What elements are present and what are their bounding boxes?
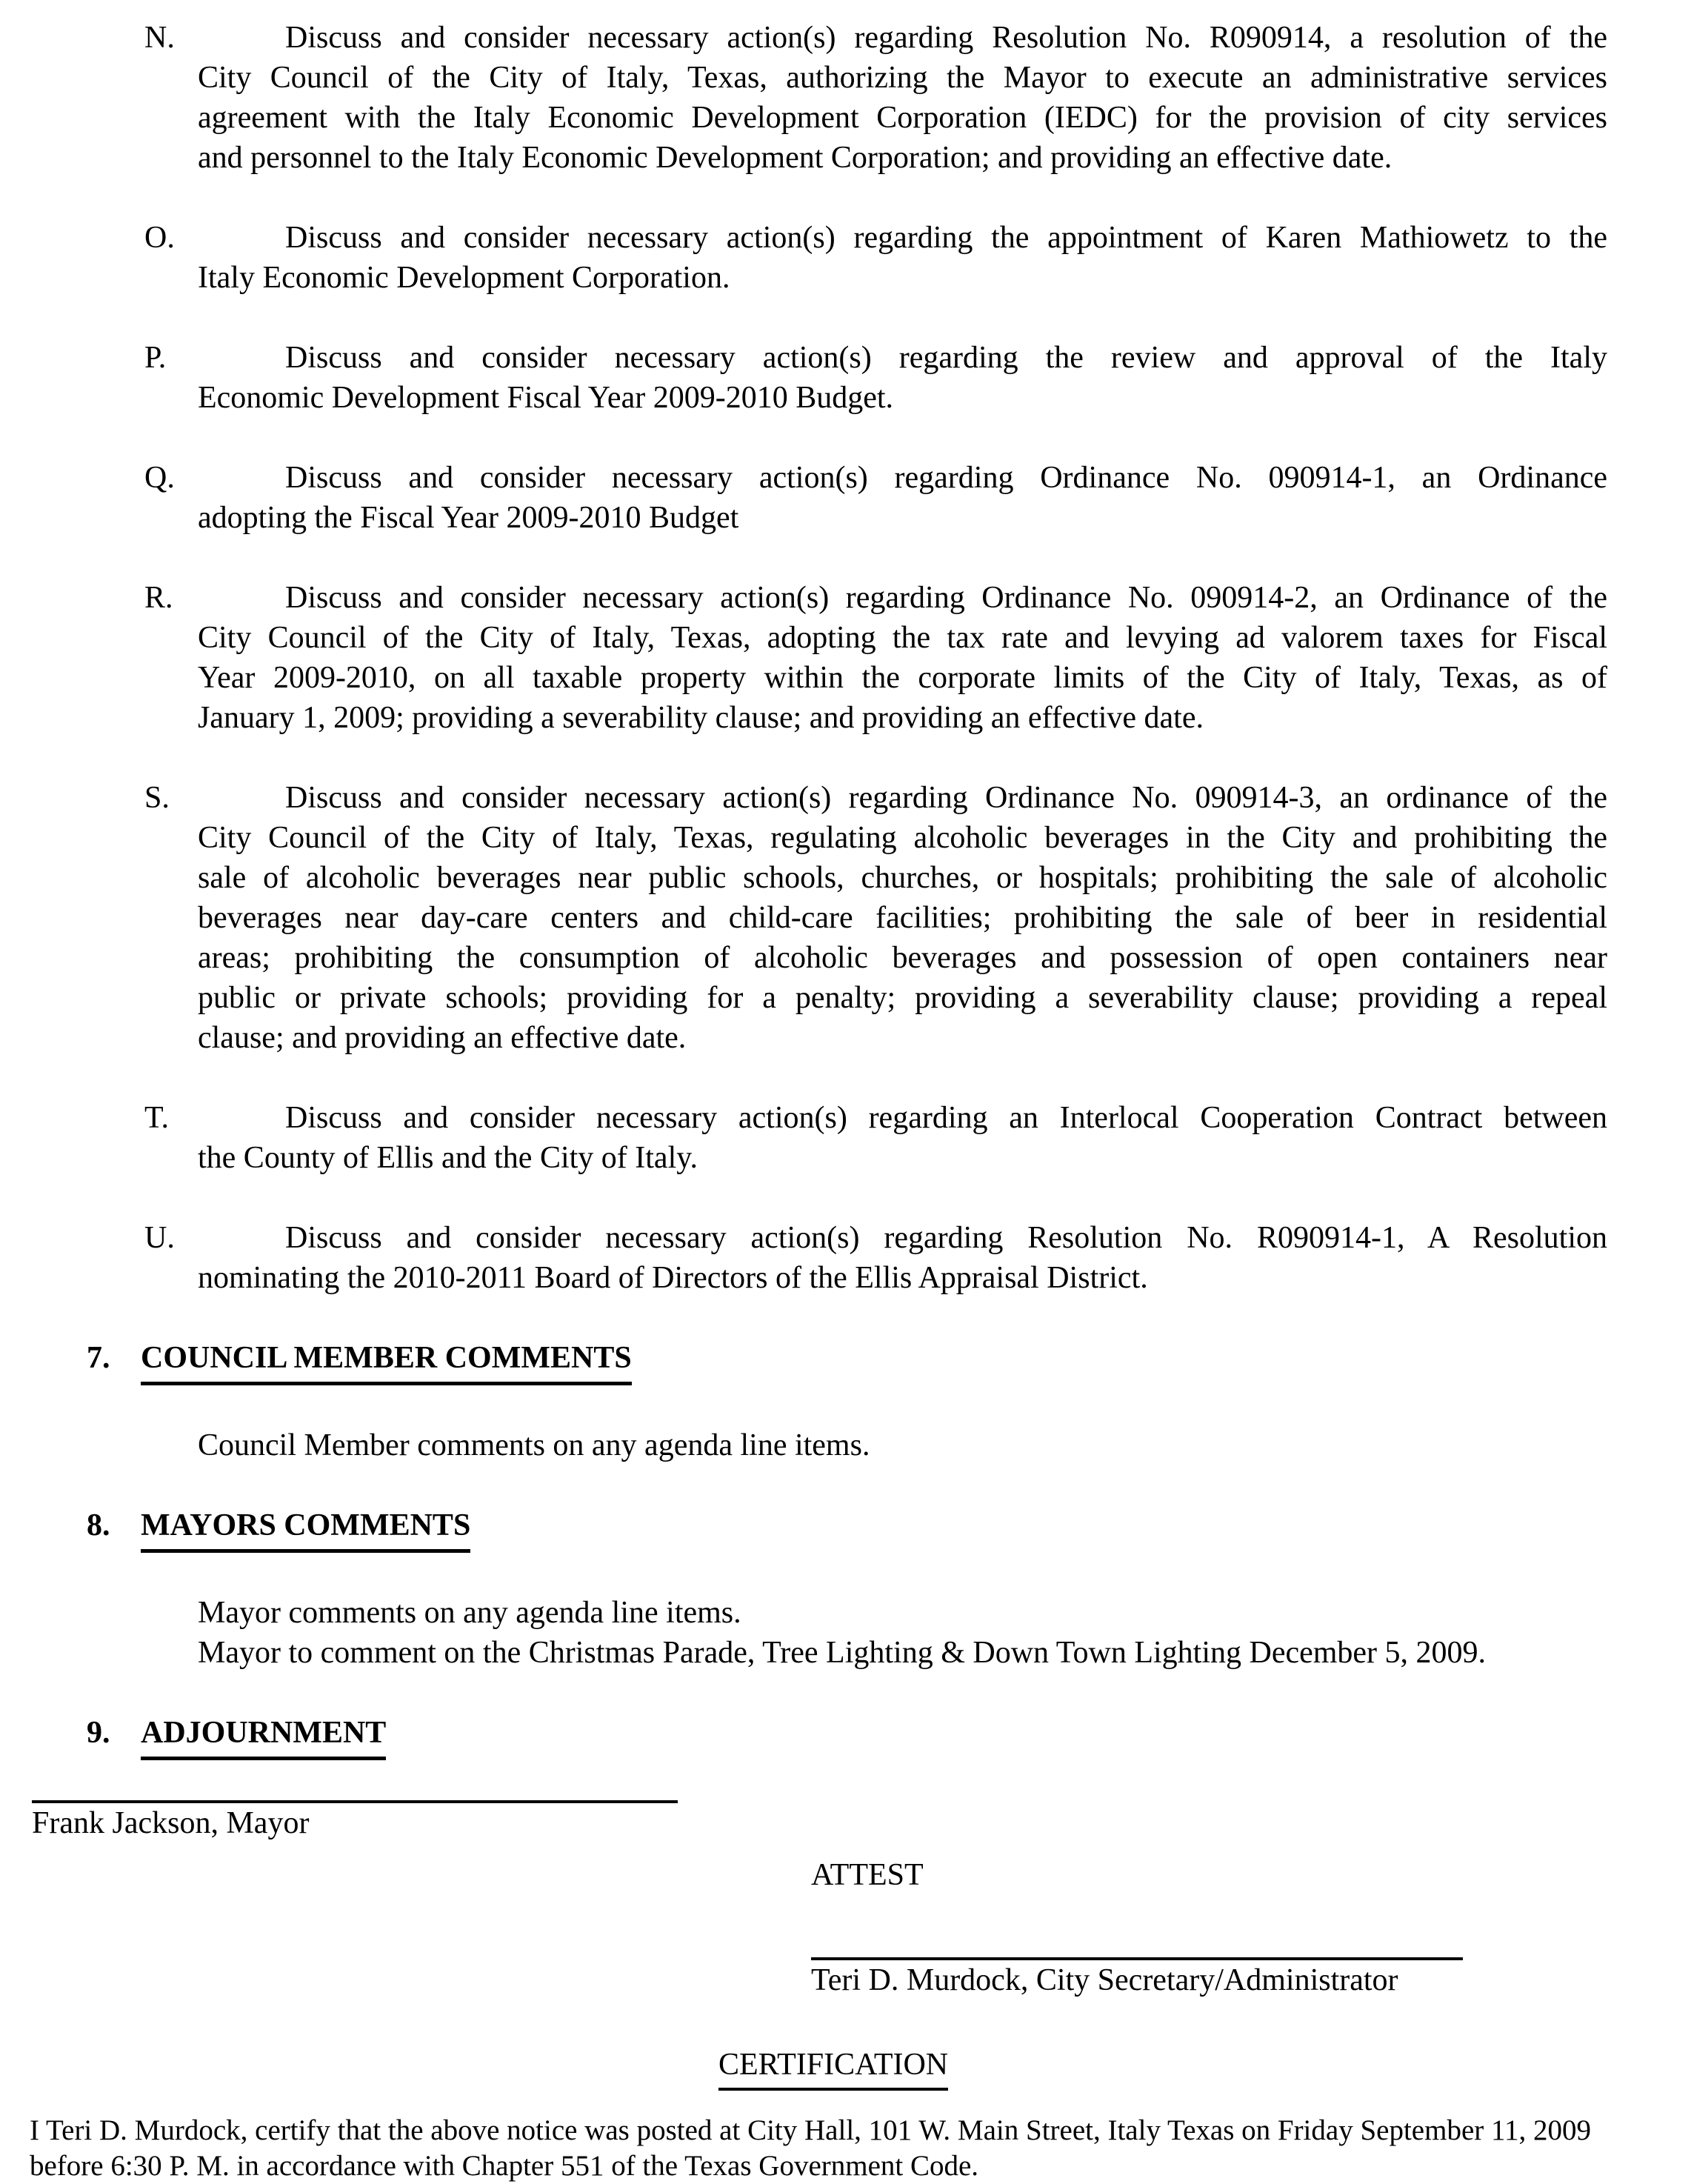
item-line: City Council of the City of Italy, Texas, regulating alcoholic beverages in the City and prohibiting the <box>198 821 1607 855</box>
item-line: Discuss and consider necessary action(s) regarding an Interlocal Cooperation Contract between <box>285 1101 1607 1135</box>
item-line: Discuss and consider necessary action(s) regarding Resolution No. R090914-1, A Resolution <box>285 1221 1607 1255</box>
item-line: clause; and providing an effective date. <box>198 1021 687 1055</box>
item-letter: S. <box>144 781 170 815</box>
item-letter: R. <box>144 581 173 615</box>
item-line: nominating the 2010-2011 Board of Directors of the Ellis Appraisal District. <box>198 1261 1148 1295</box>
section-body-council-member-comments <box>198 1425 1607 1465</box>
agenda-item-o <box>144 218 1607 298</box>
item-letter: N. <box>144 21 175 55</box>
section-number: 8. <box>87 1508 110 1542</box>
item-line: Italy Economic Development Corporation. <box>198 261 730 295</box>
section-heading-mayors-comments <box>87 1505 1691 1553</box>
item-letter: U. <box>144 1221 175 1255</box>
item-line: and personnel to the Italy Economic Development Corporation; and providing an effective date. <box>198 141 1393 175</box>
certification-line: before 6:30 P. M. in accordance with Chapter 551 of the Texas Government Code. <box>30 2150 979 2182</box>
item-line: beverages near day-care centers and child-care facilities; prohibiting the sale of beer in residential <box>198 901 1607 935</box>
agenda-item-s <box>144 778 1607 1058</box>
item-line: public or private schools; providing for a penalty; providing a severability clause; providing a repeal <box>198 981 1607 1015</box>
secretary-signature-block <box>811 1957 1691 2000</box>
item-line: Year 2009-2010, on all taxable property within the corporate limits of the City of Italy, Texas, as of <box>198 661 1607 695</box>
section-heading-text: ADJOURNMENT <box>141 1713 386 1760</box>
item-line: sale of alcoholic beverages near public schools, churches, or hospitals; prohibiting the sale of alcoholic <box>198 861 1607 895</box>
agenda-item-r <box>144 578 1607 738</box>
item-line: Discuss and consider necessary action(s) regarding the review and approval of the Italy <box>285 341 1607 375</box>
item-line: areas; prohibiting the consumption of alcoholic beverages and possession of open containers near <box>198 941 1607 975</box>
section-heading-text: COUNCIL MEMBER COMMENTS <box>141 1338 632 1385</box>
section-body-line: Mayor comments on any agenda line items. <box>198 1596 741 1630</box>
item-letter: Q. <box>144 461 175 495</box>
agenda-item-p <box>144 338 1607 418</box>
item-line: the County of Ellis and the City of Italy. <box>198 1141 698 1175</box>
certification-paragraph <box>30 2113 1610 2184</box>
item-line: City Council of the City of Italy, Texas, adopting the tax rate and levying ad valorem taxes for Fiscal <box>198 621 1607 655</box>
item-line: Discuss and consider necessary action(s) regarding Resolution No. R090914, a resolution of the <box>285 21 1607 55</box>
secretary-name: Teri D. Murdock, City Secretary/Administrator <box>811 1963 1398 1997</box>
section-body-mayors-comments <box>198 1593 1607 1673</box>
agenda-item-t <box>144 1098 1607 1178</box>
agenda-item-u <box>144 1218 1607 1298</box>
mayor-signature-block <box>32 1800 1691 1843</box>
item-line: adopting the Fiscal Year 2009-2010 Budget <box>198 501 739 535</box>
section-heading-adjournment <box>87 1713 1691 1760</box>
section-body-line: Council Member comments on any agenda line items. <box>198 1428 870 1462</box>
item-line: City Council of the City of Italy, Texas, authorizing the Mayor to execute an administrative services <box>198 61 1607 95</box>
section-number: 7. <box>87 1341 110 1375</box>
section-body-line: Mayor to comment on the Christmas Parade, Tree Lighting & Down Town Lighting December 5, 2009. <box>198 1636 1487 1670</box>
section-number: 9. <box>87 1716 110 1750</box>
certification-heading-text: CERTIFICATION <box>718 2045 948 2091</box>
certification-line: I Teri D. Murdock, certify that the above notice was posted at City Hall, 101 W. Main Street, Italy Texas on Friday September 11, 2009 <box>30 2114 1592 2146</box>
item-line: Discuss and consider necessary action(s) regarding Ordinance No. 090914-3, an ordinance of the <box>285 781 1607 815</box>
item-line: Economic Development Fiscal Year 2009-2010 Budget. <box>198 381 894 415</box>
item-letter: T. <box>144 1101 170 1135</box>
item-letter: P. <box>144 341 167 375</box>
agenda-item-q <box>144 458 1607 538</box>
item-letter: O. <box>144 221 175 255</box>
certification-heading <box>718 2045 1691 2091</box>
item-line: Discuss and consider necessary action(s) regarding Ordinance No. 090914-1, an Ordinance <box>285 461 1607 495</box>
item-line: January 1, 2009; providing a severability clause; and providing an effective date. <box>198 701 1204 735</box>
section-heading-text: MAYORS COMMENTS <box>141 1505 470 1553</box>
agenda-item-n <box>144 18 1607 178</box>
item-line: agreement with the Italy Economic Development Corporation (IEDC) for the provision of city services <box>198 101 1607 135</box>
mayor-name: Frank Jackson, Mayor <box>32 1806 310 1840</box>
item-line: Discuss and consider necessary action(s) regarding the appointment of Karen Mathiowetz to the <box>285 221 1607 255</box>
item-line: Discuss and consider necessary action(s) regarding Ordinance No. 090914-2, an Ordinance of the <box>285 581 1607 615</box>
attest-label: ATTEST <box>811 1858 924 1892</box>
section-heading-council-member-comments <box>87 1338 1691 1385</box>
